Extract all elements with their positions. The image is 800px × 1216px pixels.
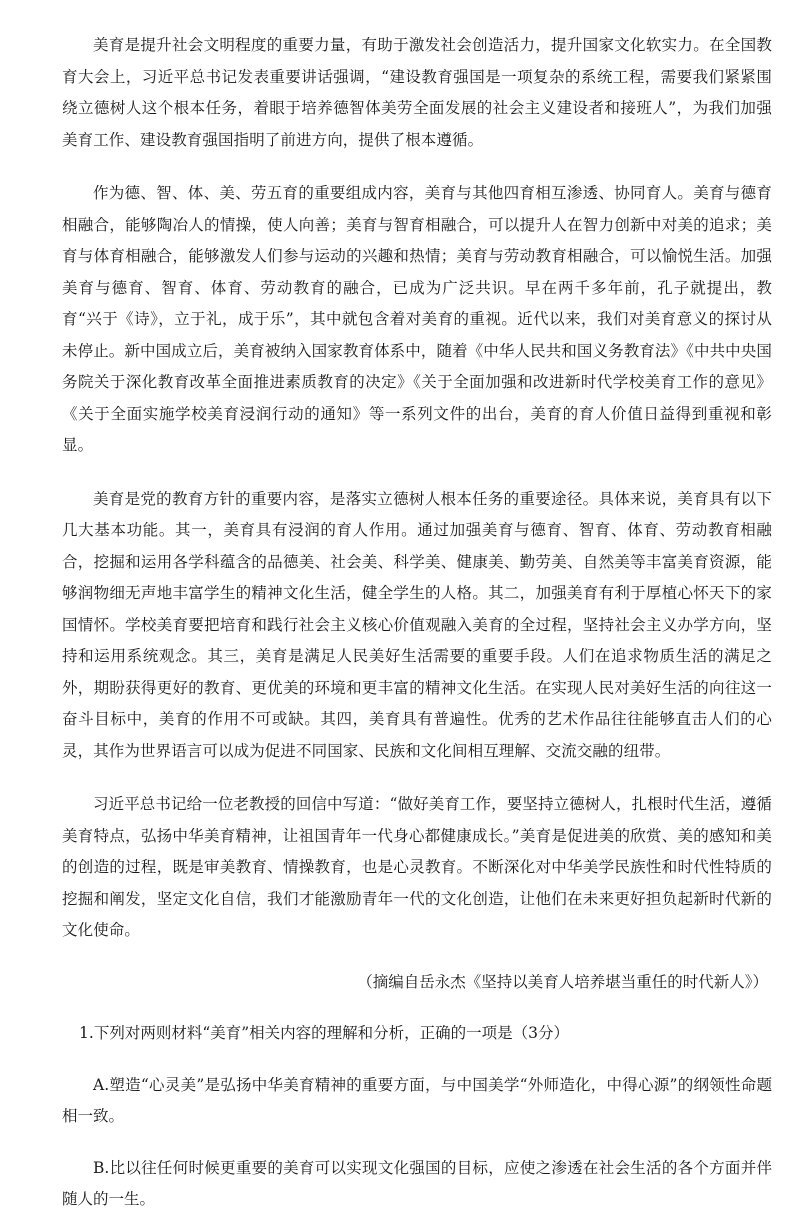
document-page [62, 30, 772, 1216]
paragraph-spacer [62, 1133, 772, 1153]
paragraph-spacer [62, 1050, 772, 1070]
article-paragraph-4: 习近平总书记给一位老教授的回信中写道：“做好美育工作，要坚持立德树人，扎根时代生活，遵循美育特点，弘扬中华美育精神，让祖国青年一代身心都健康成长。”美育是促进美的欣赏、美的感知和美的创造的过程，既是审美教育、情操教育，也是心灵教育。不断深化对中华美学民族性和时代性特质的挖掘和阐发，坚定文化自信，我们才能激励青年一代的文化创造，让他们在未来更好担负起新时代新的文化使命。 [62, 795, 772, 939]
paragraph-spacer [62, 767, 772, 789]
article-paragraph-1: 美育是提升社会文明程度的重要力量，有助于激发社会创造活力，提升国家文化软实力。在全国教育大会上，习近平总书记发表重要讲话强调，“建设教育强国是一项复杂的系统工程，需要我们紧紧围绕立德树人这个根本任务，着眼于培养德智体美劳全面发展的社会主义建设者和接班人”，为我们加强美育工作、建设教育强国指明了前进方向，提供了根本遵循。 [62, 36, 772, 149]
article-paragraph-3: 美育是党的教育方针的重要内容，是落实立德树人根本任务的重要途径。具体来说，美育具有以下几大基本功能。其一，美育具有浸润的育人作用。通过加强美育与德育、智育、体育、劳动教育相融合，挖掘和运用各学科蕴含的品德美、社会美、科学美、健康美、勤劳美、自然美等丰富美育资源，能够润物细无声地丰富学生的精神文化生活，健全学生的人格。其二，加强美育有利于厚植心怀天下的家国情怀。学校美育要把培育和践行社会主义核心价值观融入美育的全过程，坚持社会主义办学方向，坚持和运用系统观念。其三，美育是满足人民美好生活需要的重要手段。人们在追求物质生活的满足之外，期盼获得更好的教育、更优美的环境和更丰富的精神文化生活。在实现人民对美好生活的向往这一奋斗目标中，美育的作用不可或缺。其四，美育具有普遍性。优秀的艺术作品往往能够直击人们的心灵，其作为世界语言可以成为促进不同国家、民族和文化间相互理解、交流交融的纽带。 [62, 489, 772, 760]
paragraph-spacer [62, 947, 772, 967]
paragraph-spacer [62, 998, 772, 1018]
paragraph-spacer [62, 156, 772, 178]
question-option-a: A.塑造“心灵美”是弘扬中华美育精神的重要方面，与中国美学“外师造化，中得心源”的纲领性命题相一致。 [62, 1075, 772, 1125]
question-stem: 1.下列对两则材料“美育”相关内容的理解和分析，正确的一项是（3分） [79, 1024, 570, 1042]
paragraph-spacer [62, 462, 772, 484]
article-paragraph-2: 作为德、智、体、美、劳五育的重要组成内容，美育与其他四育相互渗透、协同育人。美育与德育相融合，能够陶冶人的情操，使人向善；美育与智育相融合，可以提升人在智力创新中对美的追求；美育与体育相融合，能够激发人们参与运动的兴趣和热情；美育与劳动教育相融合，可以愉悦生活。加强美育与德育、智育、体育、劳动教育的融合，已成为广泛共识。早在两千多年前，孔子就提出，教育“兴于《诗》，立于礼，成于乐”，其中就包含着对美育的重视。近代以来，我们对美育意义的探讨从未停止。新中国成立后，美育被纳入国家教育体系中，随着《中华人民共和国义务教育法》《中共中央国务院关于深化教育改革全面推进素质教育的决定》《关于全面加强和改进新时代学校美育工作的意见》《关于全面实施学校美育浸润行动的通知》等一系列文件的出台，美育的育人价值日益得到重视和彰显。 [62, 184, 772, 454]
question-option-b: B.比以往任何时候更重要的美育可以实现文化强国的目标，应使之渗透在社会生活的各个方面并伴随人的一生。 [62, 1158, 772, 1208]
article-source: （摘编自岳永杰《坚持以美育人培养堪当重任的时代新人》） [357, 972, 768, 991]
